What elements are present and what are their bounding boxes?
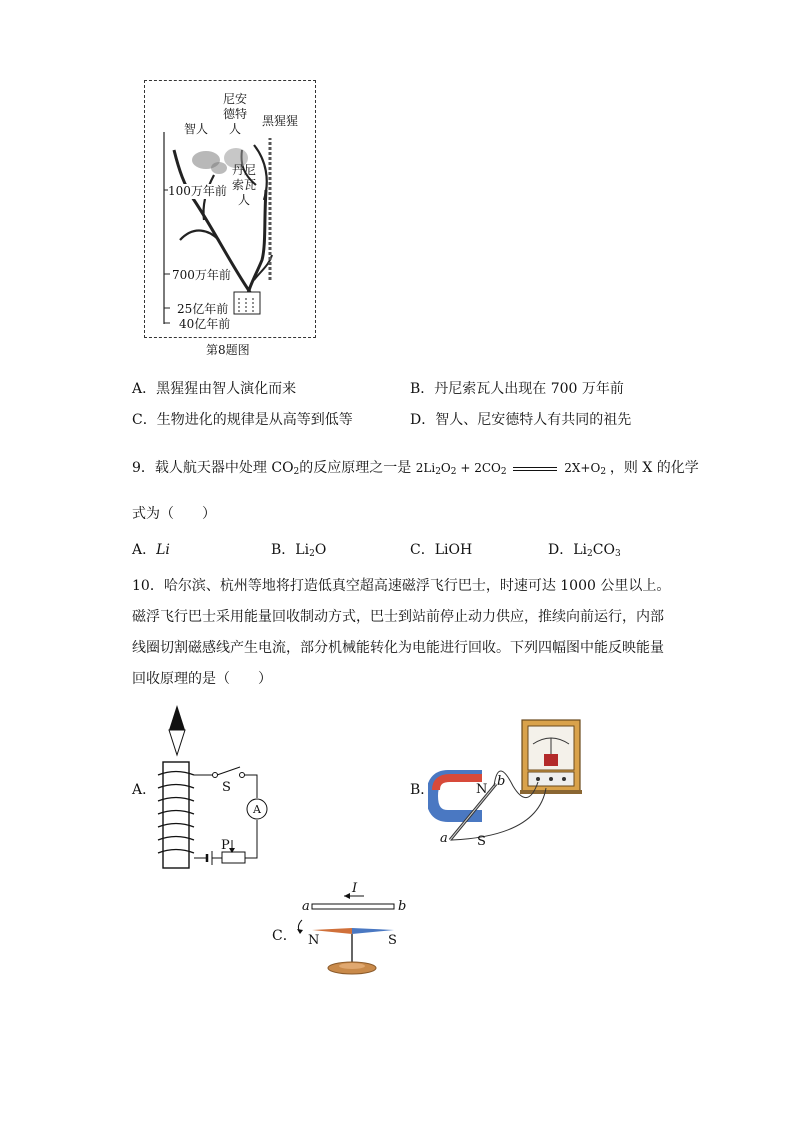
q9-stem: 9．载人航天器中处理 $CO_2$的反应原理之一是 $2Li_2O_2 + 2CO_2$ $2X+O_2$ ，则 X 的化学	[132, 460, 699, 477]
q9-option-b: B．$Li_2O$	[271, 542, 327, 559]
q9-option-b-prefix: B．	[271, 542, 296, 558]
fig-b-s-label: S	[477, 834, 486, 849]
label-chimp: 黑猩猩	[262, 114, 299, 128]
q9-eq-left: 2Li	[415, 461, 436, 475]
fig-c-compass-wire	[290, 880, 410, 980]
q10-line2: 磁浮飞行巴士采用能量回收制动方式，巴士到站前停止动力供应，推续向前运行，内部	[132, 609, 664, 625]
q9-option-b-value: Li	[295, 542, 310, 558]
label-denisovan	[230, 163, 258, 208]
fig-b-letter: B．	[410, 782, 435, 798]
q9-option-a	[132, 541, 170, 559]
fig-a-slider-label: P	[221, 838, 230, 853]
figure-8-caption: 第8题图	[206, 343, 250, 357]
label-time-3: 25亿年前	[177, 302, 229, 316]
q9-stem-a: 9．载人航天器中处理 CO	[132, 460, 294, 476]
fig-b-b-label: b	[497, 774, 506, 789]
fig-b-n-label: N	[476, 782, 488, 797]
fig-c-s-label: S	[388, 933, 397, 948]
q8-option-d: D．智人、尼安德特人有共同的祖先	[410, 412, 632, 428]
fig-c-b-label: b	[398, 899, 407, 914]
fig-b-magnet-galvanometer	[428, 716, 603, 851]
fig-a-letter: A．	[132, 782, 157, 798]
label-sapiens: 智人	[184, 122, 209, 136]
q8-option-c: C．生物进化的规律是从高等到低等	[132, 412, 353, 428]
q9-eq-right: 2X+O	[564, 461, 601, 475]
label-denisovan-1: 丹尼	[231, 163, 256, 177]
q10-line3: 线圈切割磁感线产生电流，部分机械能转化为电能进行回收。下列四幅图中能反映能量	[132, 640, 664, 656]
q9-option-d-prefix: D．	[548, 542, 574, 558]
q9-eq-arrow	[513, 467, 557, 471]
q9-equation: $2Li_2O_2 + 2CO_2$ $2X+O_2$	[415, 461, 607, 477]
q9-option-d-mid: CO	[592, 542, 615, 558]
fig-c-current-label: I	[352, 881, 358, 896]
q9-stem-line2: 式为（ ）	[132, 506, 216, 522]
label-neanderthal-2: 德特	[222, 107, 247, 121]
fig-a-switch-label: S	[222, 780, 231, 795]
fig-c-a-label: a	[302, 899, 310, 914]
q10-line4: 回收原理的是（ ）	[132, 671, 272, 687]
label-neanderthal-1: 尼安	[222, 92, 247, 106]
fig-a-meter-label: A	[253, 803, 261, 816]
q9-eq-mid: + 2CO	[460, 461, 501, 475]
label-denisovan-2: 索瓦	[231, 178, 256, 192]
q8-option-a: A．黑猩猩由智人演化而来	[132, 381, 297, 397]
q10-line1: 10．哈尔滨、杭州等地将打造低真空超高速磁浮飞行巴士，时速可达 1000 公里以上。	[132, 578, 671, 594]
label-time-1: 100万年前	[168, 184, 227, 198]
label-neanderthal-3: 人	[228, 122, 241, 136]
q9-stem-c: ，则 X 的化学	[609, 460, 699, 476]
q9-option-b-tail: O	[314, 542, 327, 558]
q9-option-a-prefix: A．	[132, 542, 157, 558]
label-time-4: 40亿年前	[179, 317, 231, 331]
fig-a-electromagnet-circuit	[150, 700, 270, 875]
fig-b-a-label: a	[440, 831, 448, 846]
q9-option-d-value: Li	[573, 542, 588, 558]
label-neanderthal	[221, 92, 249, 137]
q8-option-b: B．丹尼索瓦人出现在 700 万年前	[410, 381, 624, 397]
label-time-2: 700万年前	[172, 268, 231, 282]
fig-c-letter: C．	[272, 928, 297, 944]
label-denisovan-3: 人	[237, 193, 250, 207]
q9-stem-b: 的反应原理之一是	[299, 460, 412, 476]
fig-c-n-label: N	[308, 933, 320, 948]
q9-option-a-value: Li	[156, 542, 170, 558]
q9-option-d: D．$Li_2CO_3$	[548, 542, 621, 559]
q9-option-c: C．LiOH	[410, 542, 473, 558]
